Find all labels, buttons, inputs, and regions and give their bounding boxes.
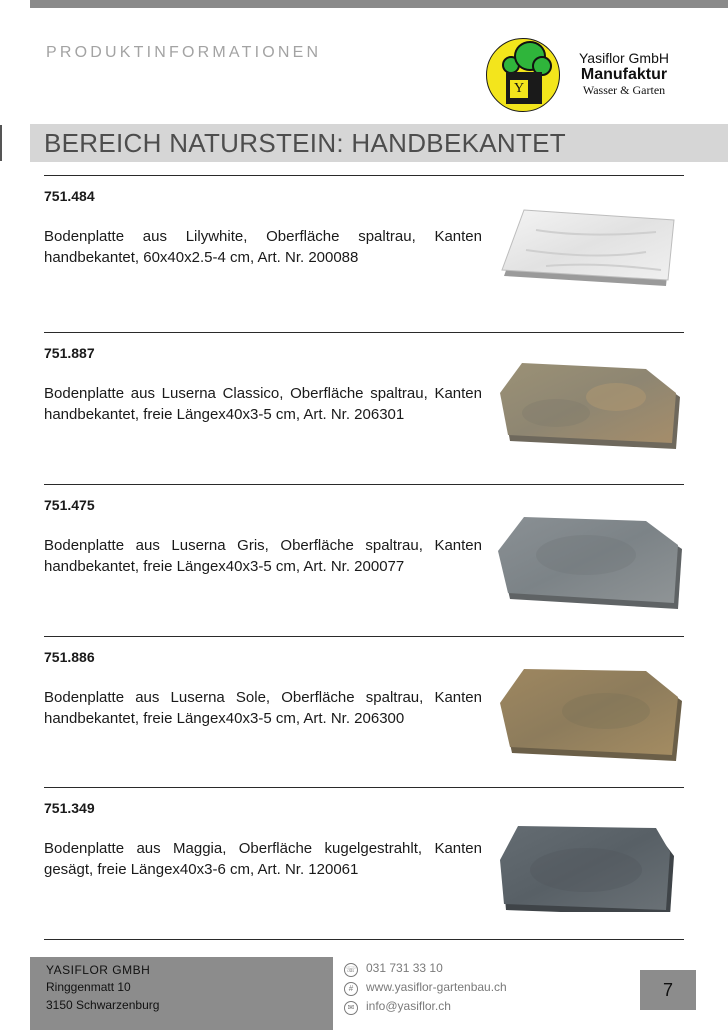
footer-address: [30, 957, 333, 1030]
product-item: [44, 637, 684, 787]
header-label: PRODUKTINFORMATIONEN: [46, 44, 322, 61]
product-description: Bodenplatte aus Lilywhite, Oberfläche spaltrau, Kanten handbekantet, 60x40x2.5-4 cm, Art. Nr. 200088: [44, 228, 482, 266]
product-description: Bodenplatte aus Luserna Classico, Oberfläche spaltrau, Kanten handbekantet, freie Längex40x3-5 cm, Art. Nr. 206301: [44, 385, 482, 423]
company-logo: [486, 38, 686, 113]
product-image-luserna-classico: [496, 357, 686, 457]
product-image-maggia: [496, 812, 686, 912]
logo-company-name: Yasiflor GmbH: [579, 50, 669, 66]
product-description: Bodenplatte aus Maggia, Oberfläche kugelgestrahlt, Kanten gesägt, freie Längex40x3-6 cm, Art. Nr. 120061: [44, 840, 482, 878]
page-number: 7: [640, 970, 696, 1010]
logo-letter: Y: [510, 80, 528, 98]
product-image-lilywhite: [496, 200, 686, 300]
globe-icon: #: [344, 982, 358, 996]
product-image-luserna-gris: [496, 509, 686, 609]
footer-contact: [344, 961, 584, 1018]
product-code: 751.475: [44, 497, 95, 513]
product-item: [44, 485, 684, 635]
contact-email[interactable]: info@yasiflor.ch: [366, 999, 451, 1013]
product-code: 751.886: [44, 649, 95, 665]
contact-web[interactable]: www.yasiflor-gartenbau.ch: [366, 980, 507, 994]
divider: [44, 939, 684, 940]
logo-tagline: Wasser & Garten: [582, 83, 666, 98]
top-bar: [30, 0, 728, 8]
contact-email-row: [344, 999, 584, 1018]
contact-phone: 031 731 33 10: [366, 961, 443, 975]
product-code: 751.484: [44, 188, 95, 204]
product-code: 751.349: [44, 800, 95, 816]
email-icon: ✉: [344, 1001, 358, 1015]
product-item: [44, 176, 684, 326]
phone-icon: ☏: [344, 963, 358, 977]
product-description: Bodenplatte aus Luserna Sole, Oberfläche spaltrau, Kanten handbekantet, freie Längex40x3-5 cm, Art. Nr. 206300: [44, 689, 482, 727]
logo-manufaktur: Manufaktur: [580, 66, 668, 84]
footer-street: Ringgenmatt 10: [46, 980, 131, 994]
section-title: BEREICH NATURSTEIN: HANDBEKANTET: [44, 128, 566, 158]
section-band: [30, 124, 728, 162]
footer-city: 3150 Schwarzenburg: [46, 998, 160, 1012]
left-marker: [0, 125, 2, 161]
product-image-luserna-sole: [496, 661, 686, 761]
product-description: Bodenplatte aus Luserna Gris, Oberfläche spaltrau, Kanten handbekantet, freie Längex40x3-5 cm, Art. Nr. 200077: [44, 537, 482, 575]
contact-web-row: [344, 980, 584, 999]
logo-text: [564, 50, 684, 98]
product-item: [44, 333, 684, 483]
contact-phone-row: [344, 961, 584, 980]
product-code: 751.887: [44, 345, 95, 361]
product-item: [44, 788, 684, 938]
footer-company: YASIFLOR GMBH: [46, 963, 151, 977]
